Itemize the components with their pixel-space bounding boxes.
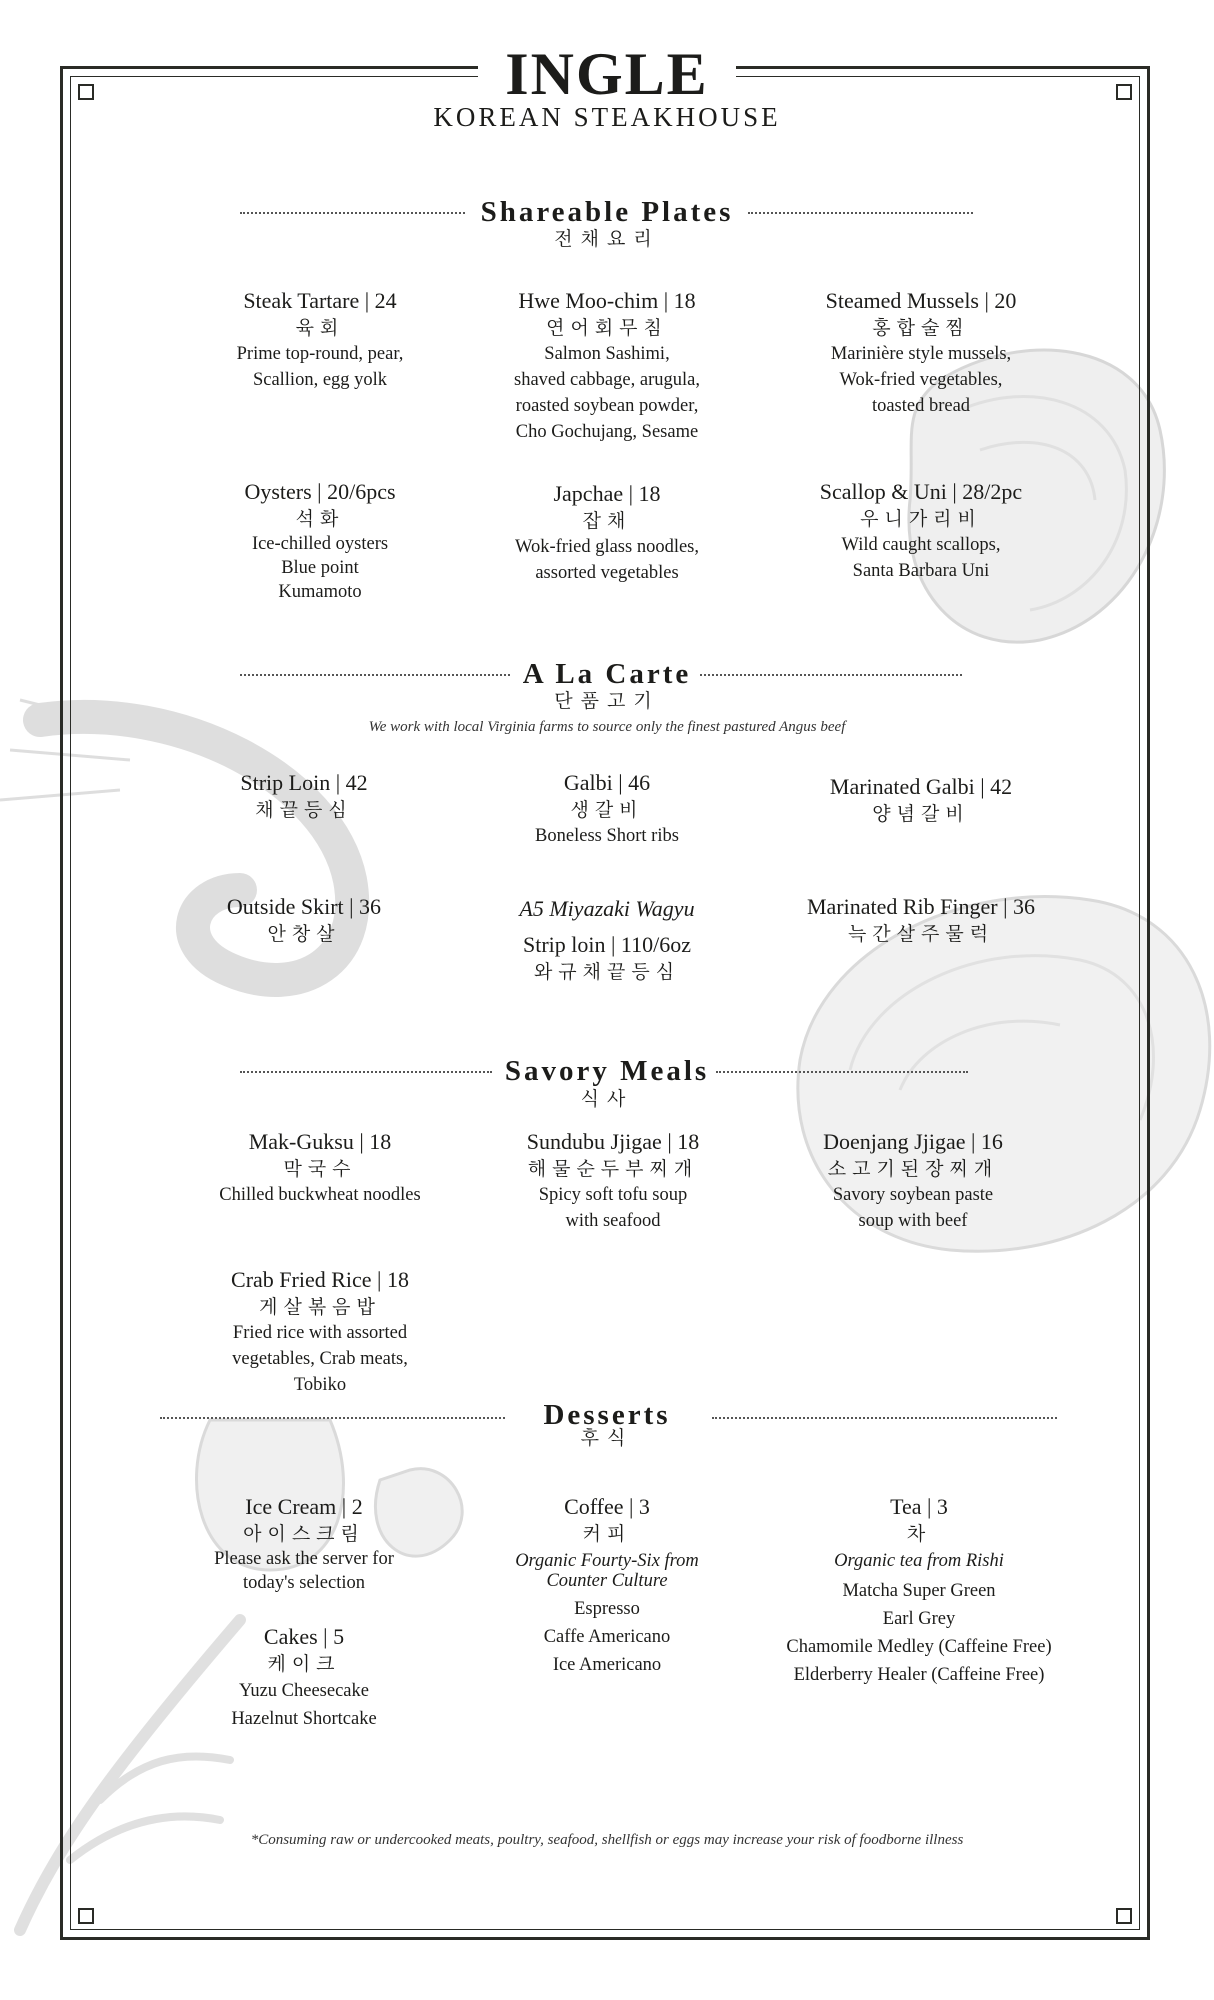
item-name: Outside Skirt | 36 (226, 894, 382, 919)
item-name: Steak Tartare | 24 (243, 288, 397, 313)
section-title-alacarte: A La Carte (522, 658, 692, 690)
item-korean: 늑간살주물럭 (847, 923, 995, 945)
brand-subtitle: KOREAN STEAKHOUSE (433, 102, 781, 132)
item-desc: Cho Gochujang, Sesame (515, 422, 699, 442)
menu-item (154, 1623, 454, 1733)
item-desc: roasted soybean powder, (515, 396, 699, 416)
item-desc: Please ask the server for (214, 1549, 394, 1569)
menu-item (154, 1493, 454, 1595)
item-desc: Savory soybean paste (832, 1185, 994, 1205)
menu-item (170, 478, 470, 604)
item-korean: 게살볶음밥 (259, 1296, 381, 1318)
item-korean: 양념갈비 (872, 803, 970, 825)
menu-item (170, 1128, 470, 1208)
item-name: Hwe Moo-chim | 18 (518, 288, 696, 313)
item-subtitle: Organic Fourty-Six from (515, 1551, 699, 1571)
item-name: Steamed Mussels | 20 (825, 288, 1017, 313)
menu-item (771, 478, 1071, 584)
menu-item (771, 773, 1071, 827)
item-name: Sundubu Jjigae | 18 (526, 1129, 700, 1154)
item-korean: 소고기된장찌개 (827, 1158, 999, 1180)
item-korean: 해물순두부찌개 (527, 1158, 699, 1180)
item-desc: today's selection (242, 1573, 365, 1593)
item-desc: Chamomile Medley (Caffeine Free) (786, 1637, 1052, 1657)
item-korean: 아이스크림 (243, 1523, 365, 1545)
item-korean: 막국수 (283, 1158, 357, 1180)
item-name: Coffee | 3 (564, 1494, 650, 1519)
item-korean: 잡채 (582, 510, 632, 532)
item-desc: Scallion, egg yolk (252, 370, 388, 390)
item-desc: Spicy soft tofu soup (538, 1185, 688, 1205)
item-desc: Wild caught scallops, (841, 535, 1001, 555)
item-name: Ice Cream | 2 (245, 1494, 363, 1519)
section-korean-shareable: 전채요리 (554, 228, 660, 250)
menu-item (749, 1493, 1089, 1689)
section-korean-desserts: 후식 (580, 1427, 634, 1449)
menu-item (457, 769, 757, 849)
corner-ornament (78, 1908, 94, 1924)
footer-disclaimer: *Consuming raw or undercooked meats, poultry, seafood, shellfish or eggs may increase your risk of foodborne illness (250, 1832, 964, 1848)
item-desc: Boneless Short ribs (535, 826, 679, 846)
item-korean: 연어회무침 (546, 317, 668, 339)
item-desc: Yuzu Cheesecake (239, 1681, 369, 1701)
item-desc: vegetables, Crab meats, (232, 1349, 408, 1369)
item-desc: Elderberry Healer (Caffeine Free) (793, 1665, 1045, 1685)
menu-item (457, 1493, 757, 1679)
item-korean: 커피 (582, 1523, 632, 1545)
section-korean-savory: 식사 (580, 1088, 634, 1110)
menu-item (154, 893, 454, 947)
menu-item (457, 895, 757, 985)
item-korean: 생갈비 (570, 799, 644, 821)
item-desc: Marinière style mussels, (830, 344, 1012, 364)
menu-item (447, 287, 767, 445)
menu-item (170, 1266, 470, 1398)
item-desc: Chilled buckwheat noodles (219, 1185, 421, 1205)
item-name: Japchae | 18 (553, 481, 661, 506)
item-desc: Wok-fried vegetables, (839, 370, 1003, 390)
item-desc: Wok-fried glass noodles, (515, 537, 699, 557)
section-note: We work with local Virginia farms to source only the finest pastured Angus beef (368, 719, 846, 735)
item-korean: 와규채끝등심 (533, 961, 681, 983)
item-desc: Earl Grey (882, 1609, 956, 1629)
item-desc: Hazelnut Shortcake (231, 1709, 377, 1729)
item-desc: Fried rice with assorted (232, 1323, 408, 1343)
item-desc: Ice-chilled oysters (251, 534, 389, 554)
section-title-savory: Savory Meals (504, 1055, 710, 1087)
item-desc: Blue point (281, 558, 359, 578)
item-korean: 육회 (295, 317, 345, 339)
item-name: Galbi | 46 (563, 770, 651, 795)
item-korean: 차 (906, 1523, 932, 1545)
section-korean-alacarte: 단품고기 (554, 690, 660, 712)
menu-item (154, 769, 454, 823)
item-desc: toasted bread (871, 396, 971, 416)
item-korean: 채끝등심 (255, 799, 353, 821)
item-desc: assorted vegetables (535, 563, 679, 583)
item-desc: Tobiko (293, 1375, 347, 1395)
menu-item (761, 893, 1081, 947)
section-title-desserts: Desserts (543, 1399, 671, 1431)
item-korean: 안창살 (267, 923, 341, 945)
item-korean: 석화 (295, 508, 345, 530)
item-desc: Prime top-round, pear, (236, 344, 404, 364)
item-desc: shaved cabbage, arugula, (514, 370, 700, 390)
item-subtitle: Organic tea from Rishi (834, 1551, 1004, 1571)
item-korean: 우니가리비 (860, 508, 982, 530)
item-desc: Salmon Sashimi, (544, 344, 670, 364)
menu-item (457, 480, 757, 586)
item-name: Marinated Rib Finger | 36 (806, 894, 1036, 919)
item-label: A5 Miyazaki Wagyu (519, 896, 695, 921)
brand-title: INGLE (505, 41, 709, 107)
item-name: Cakes | 5 (263, 1624, 345, 1649)
item-desc: Kumamoto (278, 582, 362, 602)
menu-item (771, 287, 1071, 419)
item-name: Mak-Guksu | 18 (248, 1129, 392, 1154)
item-name: Crab Fried Rice | 18 (231, 1267, 409, 1292)
item-desc: Caffe Americano (543, 1627, 671, 1647)
item-korean: 케이크 (267, 1653, 341, 1675)
menu-item (763, 1128, 1063, 1234)
item-desc: soup with beef (858, 1211, 968, 1231)
item-name: Oysters | 20/6pcs (244, 479, 396, 504)
item-name: Scallop & Uni | 28/2pc (819, 479, 1023, 504)
item-name: Doenjang Jjigae | 16 (823, 1129, 1003, 1154)
section-title-shareable: Shareable Plates (480, 196, 734, 228)
item-desc: with seafood (565, 1211, 661, 1231)
item-desc: Ice Americano (552, 1655, 662, 1675)
item-name: Strip Loin | 42 (240, 770, 368, 795)
item-desc: Santa Barbara Uni (852, 561, 990, 581)
menu-item (463, 1128, 763, 1234)
corner-ornament (1116, 1908, 1132, 1924)
item-korean: 홍합술찜 (872, 317, 970, 339)
item-subtitle: Counter Culture (546, 1571, 668, 1591)
menu-item (170, 287, 470, 393)
item-name: Tea | 3 (890, 1494, 948, 1519)
item-desc: Matcha Super Green (842, 1581, 996, 1601)
item-name: Strip loin | 110/6oz (523, 932, 691, 957)
item-desc: Espresso (574, 1599, 640, 1619)
item-name: Marinated Galbi | 42 (829, 774, 1013, 799)
